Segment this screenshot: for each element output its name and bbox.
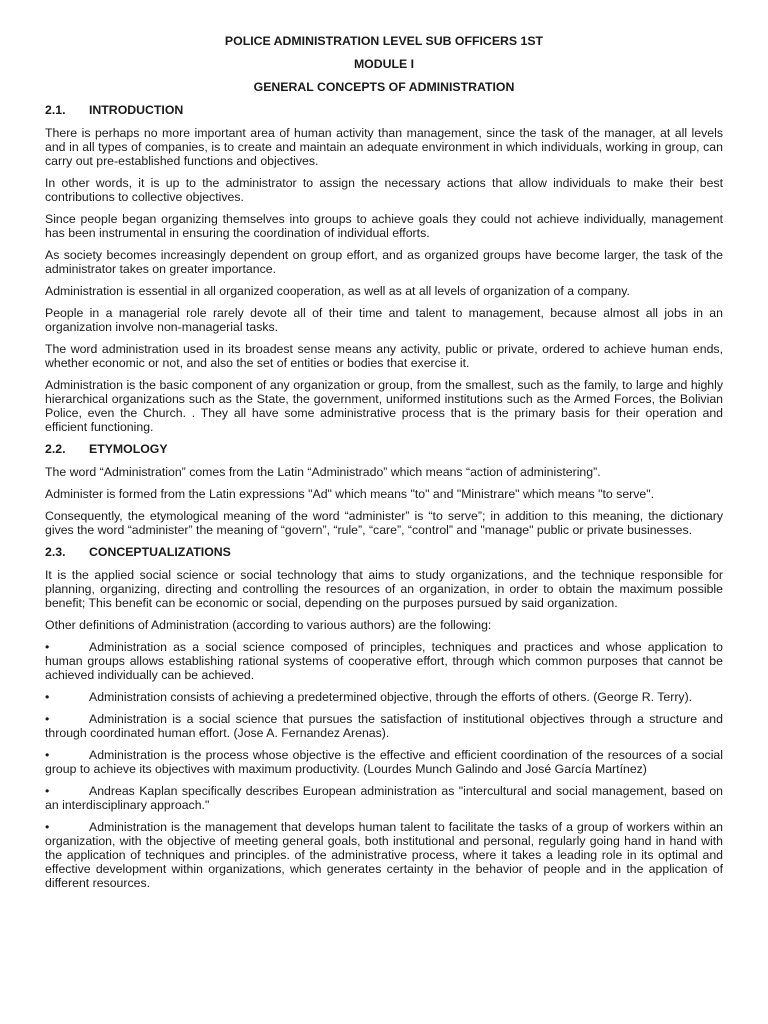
bullet-item [45, 784, 723, 812]
bullet-item [45, 820, 723, 890]
paragraph: In other words, it is up to the administrator to assign the necessary actions that allow individuals to make their best contributions to collective objectives. [45, 176, 723, 204]
bullet-text: Andreas Kaplan specifically describes European administration as "intercultural and social management, based on an interdisciplinary approach." [45, 784, 723, 812]
section-number: 2.2. [45, 442, 66, 456]
bullet-item [45, 712, 723, 740]
paragraph: Administration is essential in all organized cooperation, as well as at all levels of organization of a company. [45, 284, 630, 298]
section-number: 2.1. [45, 103, 66, 117]
paragraph: Other definitions of Administration (according to various authors) are the following: [45, 618, 492, 632]
bullet-icon: • [45, 820, 50, 834]
document-title: POLICE ADMINISTRATION LEVEL SUB OFFICERS 1ST [224, 34, 544, 48]
bullet-item [45, 690, 723, 704]
section-number: 2.3. [45, 545, 66, 559]
bullet-text: Administration is the management that develops human talent to facilitate the tasks of a group of workers within an organization, with the objective of meeting general goals, both institutional and personal, regularly going hand in hand with the application of techniques and principles. of the administrative process, where it takes a leading role in its optimal and effective development within organizations, which generates certainty in the behavior of people and in the application of different resources. [45, 820, 723, 890]
section-title: CONCEPTUALIZATIONS [89, 545, 231, 559]
paragraph: The word “Administration” comes from the Latin “Administrado” which means “action of administering”. [45, 465, 601, 479]
bullet-text: Administration is the process whose objective is the effective and efficient coordination of the resources of a social group to achieve its objectives with maximum productivity. (Lourdes Munch Galindo and José García Martínez) [45, 748, 723, 776]
bullet-item [45, 640, 723, 682]
bullet-text: Administration consists of achieving a predetermined objective, through the efforts of others. (George R. Terry). [89, 690, 693, 704]
module-title: MODULE I [353, 57, 415, 71]
section-title: INTRODUCTION [89, 103, 184, 117]
paragraph: It is the applied social science or social technology that aims to study organizations, and the technique responsible for planning, organizing, directing and controlling the resources of an organization, in order to obtain the maximum possible benefit; This benefit can be economic or social, depending on the purposes pursued by said organization. [45, 568, 723, 610]
bullet-icon: • [45, 748, 50, 762]
paragraph: Administer is formed from the Latin expressions "Ad" which means "to" and "Ministrare" which means "to serve". [45, 487, 655, 501]
bullet-icon: • [45, 784, 50, 798]
section-heading-conceptualizations [45, 545, 723, 559]
paragraph: People in a managerial role rarely devote all of their time and talent to management, because almost all jobs in an organization involve non-managerial tasks. [45, 306, 723, 334]
bullet-icon: • [45, 640, 50, 654]
section-heading-etymology [45, 442, 723, 456]
bullet-text: Administration as a social science composed of principles, techniques and practices and whose application to human groups allows establishing rational systems of cooperative effort, through which common purposes that cannot be achieved individually can be achieved. [45, 640, 723, 682]
paragraph: As society becomes increasingly dependent on group effort, and as organized groups have become larger, the task of the administrator takes on greater importance. [45, 248, 723, 276]
paragraph: Administration is the basic component of any organization or group, from the smallest, such as the family, to large and highly hierarchical organizations such as the State, the government, uniformed institutions such as the Armed Forces, the Bolivian Police, even the Church. . They all have some administrative process that is the primary basis for their operation and efficient functioning. [45, 378, 723, 434]
paragraph: Consequently, the etymological meaning of the word “administer” is “to serve”; in addition to this meaning, the dictionary gives the word “administer” the meaning of “govern”, “rule”, “care”, “control” and "manage" public or private businesses. [45, 509, 723, 537]
chapter-title: GENERAL CONCEPTS OF ADMINISTRATION [253, 80, 515, 94]
paragraph: Since people began organizing themselves into groups to achieve goals they could not achieve individually, management has been instrumental in ensuring the coordination of individual efforts. [45, 212, 723, 240]
bullet-icon: • [45, 690, 50, 704]
section-title: ETYMOLOGY [89, 442, 168, 456]
paragraph: The word administration used in its broadest sense means any activity, public or private, ordered to achieve human ends, whether economic or not, and also the set of entities or bodies that exercise it. [45, 342, 723, 370]
bullet-item [45, 748, 723, 776]
paragraph: There is perhaps no more important area of human activity than management, since the task of the manager, at all levels and in all types of companies, is to create and maintain an adequate environment in which individuals, working in group, can carry out pre-established functions and objectives. [45, 126, 723, 168]
bullet-icon: • [45, 712, 50, 726]
section-heading-introduction [45, 103, 723, 117]
bullet-text: Administration is a social science that pursues the satisfaction of institutional objectives through a structure and through coordinated human effort. (Jose A. Fernandez Arenas). [45, 712, 723, 740]
